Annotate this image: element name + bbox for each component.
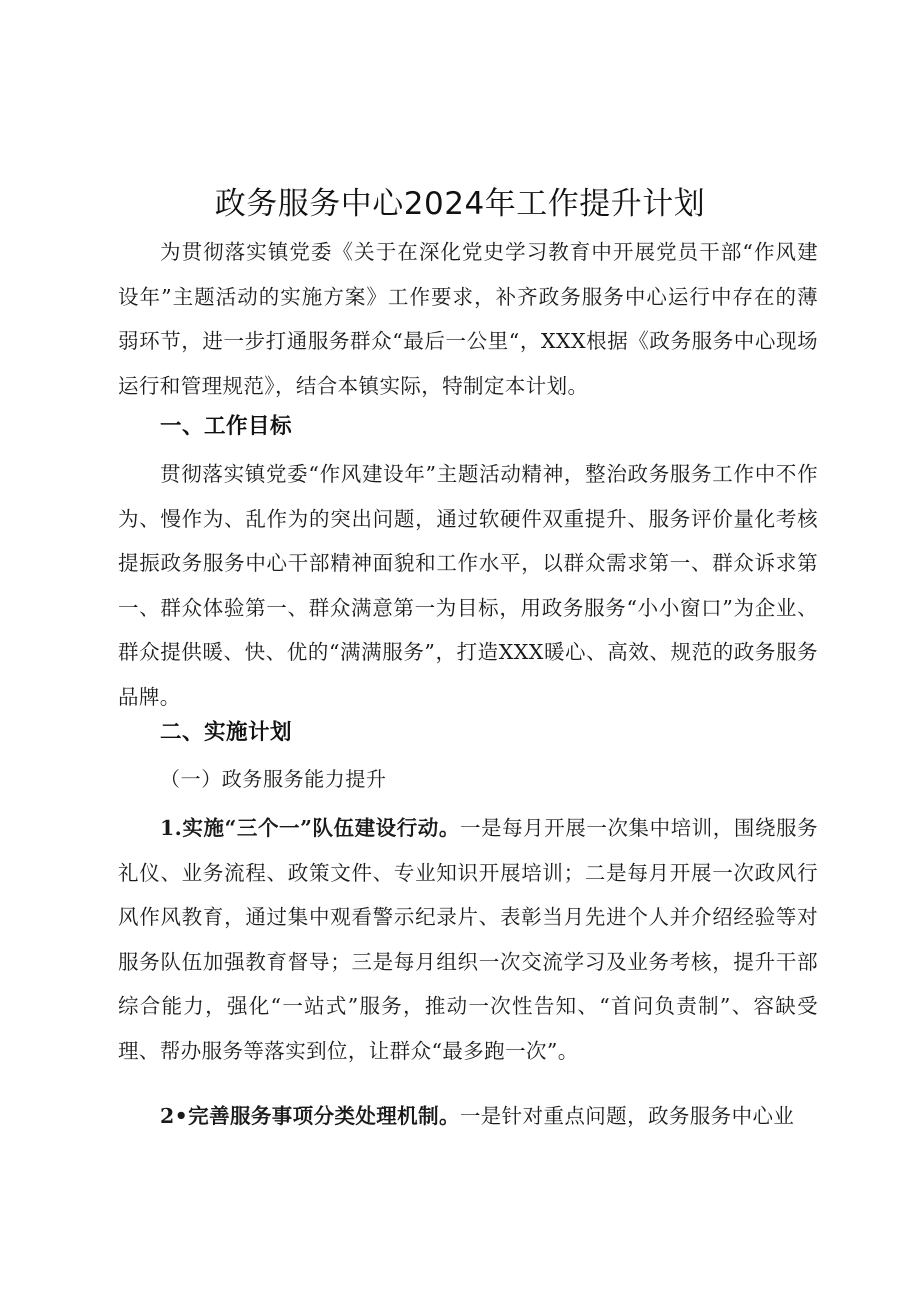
plan-item-2-lead: 2•完善服务事项分类处理机制。 [160,1104,460,1128]
plan-item-2 [118,1094,818,1139]
goals-paragraph: 贯彻落实镇党委“作风建设年”主题活动精神，整治政务服务工作中不作为、慢作为、乱作为的突出问题，通过软硬件双重提升、服务评价量化考核提振政务服务中心干部精神面貌和工作水平，以群众需求第一、群众诉求第一、群众体验第一、群众满意第一为目标，用政务服务“小小窗口”为企业、群众提供暖、快、优的“满满服务”，打造XXX暖心、高效、规范的政务服务品牌。 [118,462,818,709]
plan-item-1 [118,806,818,1074]
plan-item-2-text: 一是针对重点问题，政务服务中心业 [459,1104,795,1128]
plan-item-1-text: 一是每月开展一次集中培训，围绕服务礼仪、业务流程、政策文件、专业知识开展培训；二是每月开展一次政风行风作风教育，通过集中观看警示纪录片、表彰当月先进个人并介绍经验等对服务队伍加强教育督导；三是每月组织一次交流学习及业务考核，提升干部综合能力，强化“一站式”服务，推动一次性告知、“首问负责制”、容缺受理、帮办服务等落实到位，让群众“最多跑一次”。 [118,816,818,1063]
document-title: 政务服务中心2024年工作提升计划 [214,186,706,222]
subsection-heading-capacity: （一）政务服务能力提升 [160,767,387,791]
plan-item-1-lead: 1.实施“三个一”队伍建设行动。 [160,816,460,840]
intro-paragraph: 为贯彻落实镇党委《关于在深化党史学习教育中开展党员干部“作风建设年”主题活动的实施方案》工作要求，补齐政务服务中心运行中存在的薄弱环节，进一步打通服务群众“最后一公里“，XXX根据《政务服务中心现场运行和管理规范》，结合本镇实际，特制定本计划。 [118,240,818,398]
section-heading-goals: 一、工作目标 [160,414,293,439]
section-heading-plan: 二、实施计划 [160,720,293,745]
